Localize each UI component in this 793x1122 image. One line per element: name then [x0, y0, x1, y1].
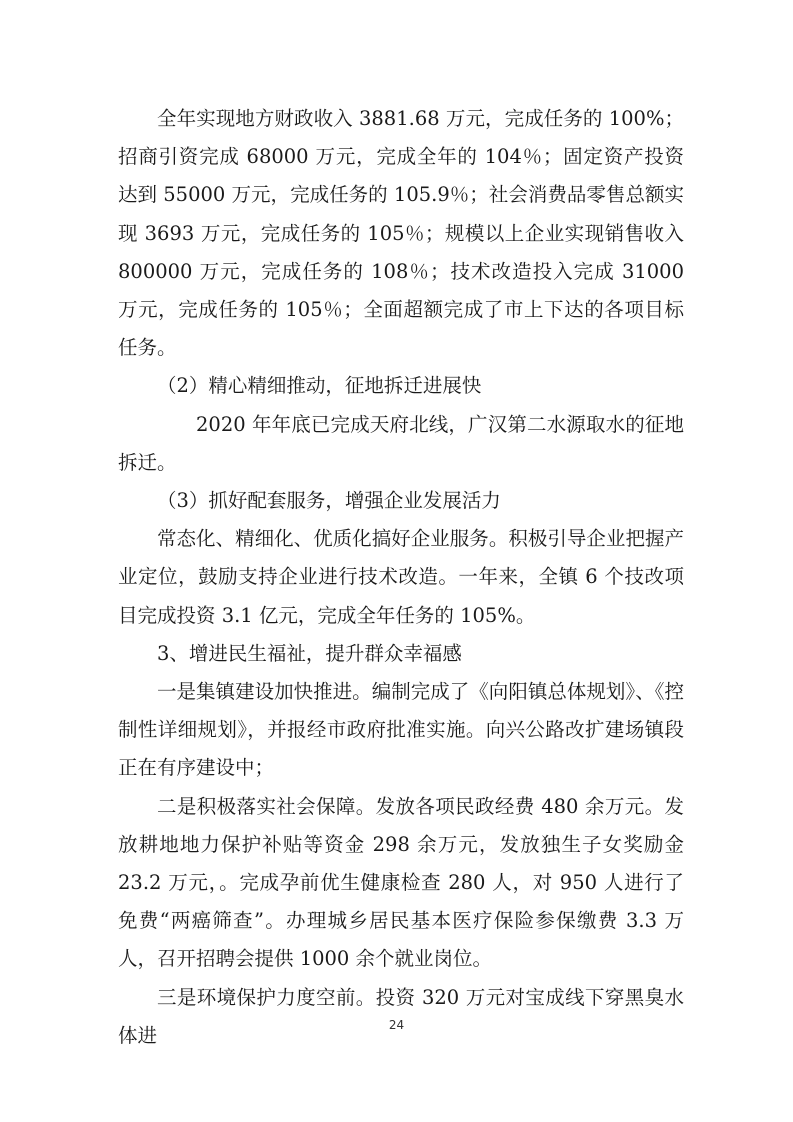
subheading-supporting-services: （3）抓好配套服务，增强企业发展活力: [157, 489, 501, 513]
body-text: [118, 100, 684, 1055]
paragraph-economic-results: 全年实现地方财政收入 3881.68 万元，完成任务的 100%；招商引资完成 68000 万元，完成全年的 104％；固定资产投资达到 55000 万元，完成任务的 105.9％；社会消费品零售总额实现 3693 万元，完成任务的 105％；规模以上企业实现销售收入 800000 万元，完成任务的 108％；技术改造投入完成 31000 万元，完成任务的 105％；全面超额完成了市上下达的各项目标任务。: [118, 107, 684, 360]
paragraph-social-security: 二是积极落实社会保障。发放各项民政经费 480 余万元。发放耕地地力保护补贴等资金 298 余万元，发放独生子女奖励金 23.2 万元，。完成孕前优生健康检查 280 人，对 950 人进行了免费“两癌筛查”。办理城乡居民基本医疗保险参保缴费 3.3 万人，召开招聘会提供 1000 余个就业岗位。: [118, 794, 684, 971]
heading-livelihood: 3、增进民生福祉，提升群众幸福感: [157, 641, 462, 665]
paragraph-town-construction: 一是集镇建设加快推进。编制完成了《向阳镇总体规划》、《控制性详细规划》，并报经市政府批准实施。向兴公路改扩建场镇段正在有序建设中；: [118, 680, 684, 780]
page-number: 24: [388, 1018, 405, 1032]
paragraph-enterprise-services: 常态化、精细化、优质化搞好企业服务。积极引导企业把握产业定位，鼓励支持企业进行技术改造。一年来，全镇 6 个技改项目完成投资 3.1 亿元，完成全年任务的 105%。: [118, 527, 684, 627]
paragraph-land-acquisition: 2020 年年底已完成天府北线，广汉第二水源取水的征地拆迁。: [118, 412, 684, 474]
subheading-land-acquisition: （2）精心精细推动，征地拆迁进展快: [157, 374, 482, 398]
paragraph-environment: 三是环境保护力度空前。投资 320 万元对宝成线下穿黑臭水体进: [118, 985, 684, 1047]
